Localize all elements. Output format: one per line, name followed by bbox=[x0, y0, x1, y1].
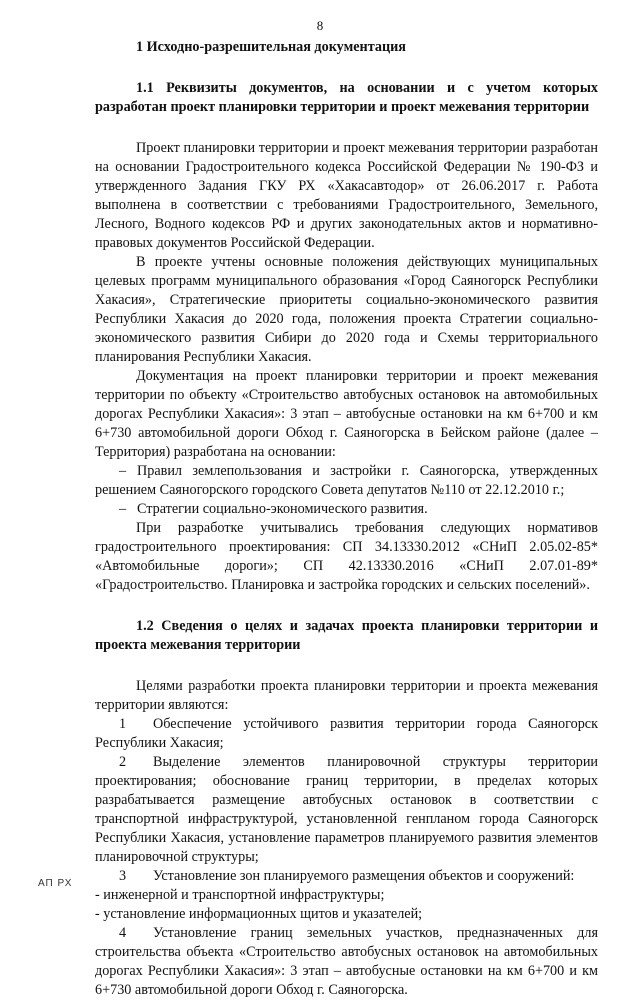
item-number: 3 bbox=[119, 868, 127, 884]
item-text: Выделение элементов планировочной структуры территории проектирования; обоснование границ территории, в пределах которых разрабатывается размещение автобусных остановок в соответствии с транспортной инфраструктурой, установленной генпланом города Саяногорск Республики Хакасия, установление параметров планируемого развития элементов планировочной структуры; bbox=[95, 754, 598, 865]
sub-item-signs: - установление информационных щитов и указателей; bbox=[95, 906, 423, 922]
numbered-item-4 bbox=[95, 924, 598, 1000]
dash-item-strategy bbox=[95, 500, 598, 519]
dash-item-text: Правил землепользования и застройки г. Саяногорска, утвержденных решением Саяногорского городского Совета депутатов №110 от 22.12.2010 г.; bbox=[95, 463, 598, 498]
item-number: 2 bbox=[119, 754, 127, 770]
section-1-2-heading: 1.2 Сведения о целях и задачах проекта планировки территории и проекта межевания территории bbox=[95, 618, 598, 653]
numbered-item-2 bbox=[95, 753, 598, 867]
numbered-item-3 bbox=[95, 867, 598, 886]
paragraph-programs: В проекте учтены основные положения действующих муниципальных целевых программ муниципального образования «Город Саяногорск Республики Хакасия», Стратегические приоритеты социально-экономического развития Республики Хакасия до 2020 года, положения проекта Стратегии социально-экономического развития Сибири до 2020 года и Схемы территориального планирования Республики Хакасия. bbox=[95, 254, 598, 365]
item-number: 1 bbox=[119, 716, 127, 732]
paragraph-documentation: Документация на проект планировки территории и проект межевания территории по объекту «Строительство автобусных остановок на автомобильных дорогах Республики Хакасия»: 3 этап – автобусные остановки на км 6+700 и км 6+730 автомобильной дороги Обход г. Саяногорска в Бейском районе (далее – Территория) разработана на основании: bbox=[95, 368, 598, 460]
dash-item-rules bbox=[95, 462, 598, 500]
document-body bbox=[95, 34, 598, 1000]
paragraph-standards: При разработке учитывались требования следующих нормативов градостроительного проектирования: СП 34.13330.2012 «СНиП 2.05.02-85* «Автомобильные дороги»; СП 42.13330.2016 «СНиП 2.07.01-89* «Градостроительство. Планировка и застройка городских и сельских поселений». bbox=[95, 520, 598, 593]
item-text: Установление зон планируемого размещения объектов и сооружений: bbox=[153, 868, 575, 884]
item-text: Обеспечение устойчивого развития территории города Саяногорск Республики Хакасия; bbox=[95, 716, 598, 751]
sub-item-infrastructure: - инженерной и транспортной инфраструктуры; bbox=[95, 887, 385, 903]
item-number: 4 bbox=[119, 925, 127, 941]
section-1-1-heading: 1.1 Реквизиты документов, на основании и с учетом которых разработан проект планировки территории и проект межевания территории bbox=[95, 80, 598, 115]
numbered-item-1 bbox=[95, 715, 598, 753]
paragraph-basis: Проект планировки территории и проект межевания территории разработан на основании Градостроительного кодекса Российской Федерации № 190-ФЗ и утвержденного Задания ГКУ РХ «Хакасавтодор» от 26.06.2017 г. Работа выполнена в соответствии с требованиями Градостроительного, Земельного, Лесного, Водного кодексов РФ и других законодательных актов и нормативно-правовых документов Российской Федерации. bbox=[95, 140, 598, 251]
dash-marker: – bbox=[119, 463, 127, 479]
page-number: 8 bbox=[316, 18, 324, 33]
dash-marker: – bbox=[119, 501, 127, 517]
footer-stamp: АП РХ bbox=[38, 878, 73, 889]
item-text: Установление границ земельных участков, предназначенных для строительства объекта «Строительство автобусных остановок на автомобильных дорогах Республики Хакасия»: 3 этап – автобусные остановки на км 6+700 и км 6+730 автомобильной дороги Обход г. Саяногорска. bbox=[95, 925, 598, 998]
dash-item-text: Стратегии социально-экономического развития. bbox=[137, 501, 428, 517]
section-1-heading: 1 Исходно-разрешительная документация bbox=[136, 39, 406, 55]
paragraph-goals: Целями разработки проекта планировки территории и проекта межевания территории являются: bbox=[95, 678, 598, 713]
